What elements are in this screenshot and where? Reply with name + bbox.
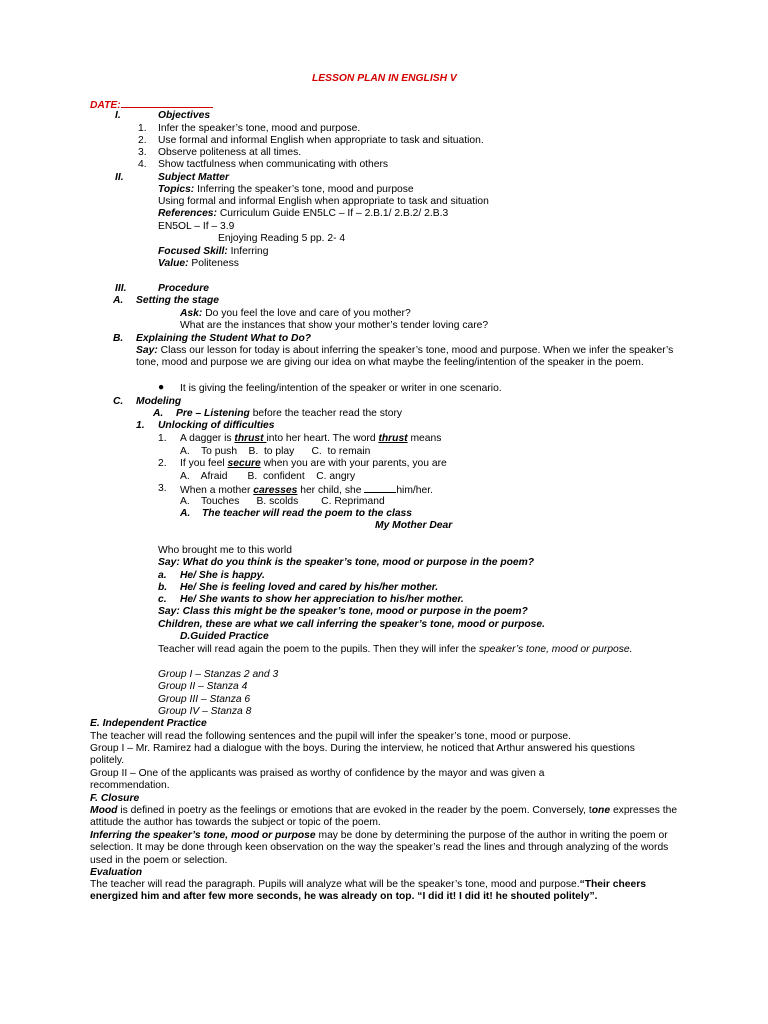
say-paragraph: Say: Class our lesson for today is about inferring the speaker’s tone, mood and purpose. When we infer the speaker’s tone, mood and purpose we are giving our idea on what maybe the feeling/intention of the speaker in the poem. — [136, 345, 674, 369]
poem-number: A. — [180, 508, 191, 519]
independent-group-1: Group I – Mr. Ramirez had a dialogue with the boys. During the interview, he noticed that Arthur answered his questions politely. — [90, 743, 635, 767]
group-item: Group II – Stanza 4 — [158, 681, 248, 692]
vocab-word: thrust — [234, 433, 267, 444]
poem-first-line: Who brought me to this world — [158, 545, 292, 556]
page-title: LESSON PLAN IN ENGLISH V — [312, 73, 457, 84]
date-blank — [121, 98, 213, 108]
guided-text: Teacher will read again the poem to the pupils. Then they will infer the speaker’s tone, mood or purpose. — [158, 644, 633, 655]
objective-item-text: Observe politeness at all times. — [158, 147, 302, 158]
objective-item-text: Show tactfulness when communicating with others — [158, 159, 389, 170]
references-line-3: Enjoying Reading 5 pp. 2- 4 — [218, 233, 346, 244]
independent-group-2: Group II – One of the applicants was praised as worthy of confidence by the mayor and was given a recommendation. — [90, 768, 545, 792]
pre-listening-line: Pre – Listening before the teacher read the story — [176, 408, 403, 419]
section-a-number: A. — [113, 295, 124, 306]
focused-skill: Focused Skill: Inferring — [158, 246, 269, 257]
bullet-text: It is giving the feeling/intention of the speaker or writer in one scenario. — [180, 383, 502, 394]
topics-line: Topics: Inferring the speaker’s tone, mood and purpose — [158, 184, 414, 195]
vocab-choices: A. Touches B. scolds C. Reprimand — [180, 496, 385, 507]
objective-item: 2. — [138, 135, 147, 146]
objective-item: 4. — [138, 159, 147, 170]
objective-item-text: Use formal and informal English when appropriate to task and situation. — [158, 135, 484, 146]
ask-line-2: What are the instances that show your mother’s tender loving care? — [180, 320, 489, 331]
date-label: DATE: — [90, 100, 121, 111]
vocab-question: If you feel secure when you are with your parents, you are — [180, 458, 447, 469]
objective-item: 3. — [138, 147, 147, 158]
discussion-children: Children, these are what we call inferring the speaker’s tone, mood or purpose. — [158, 619, 545, 630]
section-b-number: B. — [113, 333, 124, 344]
unlocking-number: 1. — [136, 420, 145, 431]
evaluation-paragraph: The teacher will read the paragraph. Pupils will analyze what will be the speaker’s tone, mood and purpose.“Their cheers energized him and after few more seconds, he was already on top. “I did it! I did it! he shouted politely”. — [90, 879, 646, 903]
value-line: Value: Politeness — [158, 258, 239, 269]
subject-heading: Subject Matter — [158, 172, 229, 183]
vocab-question: When a mother caresses her child, she him/her. — [180, 485, 433, 496]
objective-item: 1. — [138, 123, 147, 134]
objectives-number: I. — [115, 110, 121, 121]
closure-mood-paragraph: Mood is defined in poetry as the feelings or emotions that are evoked in the reader by the poem. Conversely, tone expresses the attitude the author has towards the subject or topic of the poem. — [90, 805, 678, 829]
closure-infer-paragraph: Inferring the speaker’s tone, mood or purpose may be done by determining the purpose of the author in writing the poem or selection. It may be done through keen observation on the way the speaker’s read the lines and through analyzing of the words used in the poem or selection. — [90, 830, 669, 866]
poem-title: My Mother Dear — [375, 520, 453, 531]
evaluation-heading: Evaluation — [90, 867, 143, 878]
ask-line: Ask: Do you feel the love and care of you mother? — [180, 308, 411, 319]
objective-item-text: Infer the speaker’s tone, mood and purpose. — [158, 123, 361, 134]
references-line: References: Curriculum Guide EN5LC – If – 2.B.1/ 2.B.2/ 2.B.3 — [158, 208, 449, 219]
vocab-word: thrust — [378, 433, 408, 444]
procedure-heading: Procedure — [158, 283, 209, 294]
group-item: Group III – Stanza 6 — [158, 694, 251, 705]
poem-instruction: The teacher will read the poem to the class — [202, 508, 413, 519]
section-c-heading: Modeling — [136, 396, 182, 407]
section-b-heading: Explaining the Student What to Do? — [136, 333, 312, 344]
vocab-question: A dagger is thrust into her heart. The word thrust means — [180, 433, 442, 444]
bullet-icon: ● — [158, 382, 165, 393]
group-item: Group I – Stanzas 2 and 3 — [158, 669, 279, 680]
independent-heading: E. Independent Practice — [90, 718, 207, 729]
section-c-number: C. — [113, 396, 124, 407]
option-letter: b. — [158, 582, 168, 593]
references-line-2: EN5OL – If – 3.9 — [158, 221, 235, 232]
option-text: He/ She is feeling loved and cared by his/her mother. — [180, 582, 439, 593]
option-text: He/ She is happy. — [180, 570, 265, 581]
procedure-number: III. — [115, 283, 127, 294]
option-letter: a. — [158, 570, 167, 581]
vocab-choices: A. To push B. to play C. to remain — [180, 446, 371, 457]
subject-number: II. — [115, 172, 124, 183]
discussion-say: Say: Class this might be the speaker’s tone, mood or purpose in the poem? — [158, 606, 528, 617]
vocab-number: 1. — [158, 433, 167, 444]
vocab-word: secure — [227, 458, 261, 469]
guided-heading: D.Guided Practice — [180, 631, 269, 642]
vocab-word: caresses — [253, 485, 298, 496]
topics-line-2: Using formal and informal English when appropriate to task and situation — [158, 196, 489, 207]
unlocking-heading: Unlocking of difficulties — [158, 420, 275, 431]
discussion-question: Say: What do you think is the speaker’s tone, mood or purpose in the poem? — [158, 557, 535, 568]
vocab-number: 3. — [158, 483, 167, 494]
closure-heading: F. Closure — [90, 793, 140, 804]
pre-listening-number: A. — [153, 408, 164, 419]
vocab-number: 2. — [158, 458, 167, 469]
vocab-choices: A. Afraid B. confident C. angry — [180, 471, 356, 482]
option-text: He/ She wants to show her appreciation to his/her mother. — [180, 594, 464, 605]
objectives-heading: Objectives — [158, 110, 211, 121]
section-a-heading: Setting the stage — [136, 295, 219, 306]
group-item: Group IV – Stanza 8 — [158, 706, 252, 717]
option-letter: c. — [158, 594, 167, 605]
answer-blank — [364, 483, 396, 493]
independent-intro: The teacher will read the following sentences and the pupil will infer the speaker’s tone, mood or purpose. — [90, 731, 571, 742]
